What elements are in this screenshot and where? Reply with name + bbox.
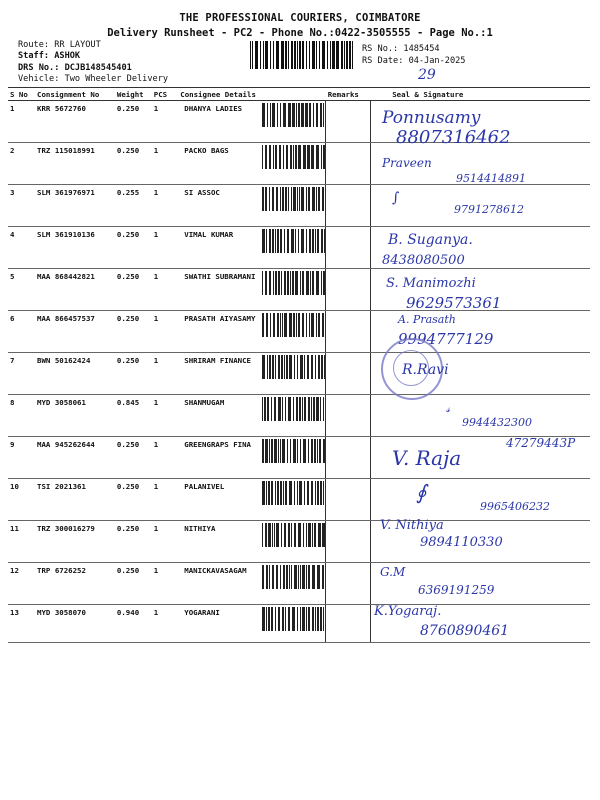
row-consignment: MAA 868442821 [35, 269, 115, 311]
row-remarks [326, 185, 370, 227]
row-weight: 0.250 [115, 353, 152, 395]
route-label: Route: RR LAYOUT [18, 40, 101, 50]
row-remarks [326, 269, 370, 311]
row-sno: 6 [8, 311, 35, 353]
signature-2-name: Praveen [382, 156, 432, 170]
consignment-barcode [262, 313, 326, 337]
row-weight: 0.250 [115, 437, 152, 479]
row-details [178, 605, 325, 643]
row-sno: 12 [8, 563, 35, 605]
consignment-barcode [262, 565, 326, 589]
signature-5-name: S. Manimozhi [386, 276, 476, 291]
row-weight: 0.250 [115, 311, 152, 353]
consignment-barcode [262, 397, 326, 421]
row-sno: 5 [8, 269, 35, 311]
row-weight: 0.940 [115, 605, 152, 643]
signature-10-mark: ∮ [416, 480, 427, 504]
row-details [178, 269, 325, 311]
row-pcs: 1 [152, 437, 178, 479]
row-sno: 7 [8, 353, 35, 395]
consignment-barcode [262, 187, 326, 211]
row-pcs: 1 [152, 227, 178, 269]
row-weight: 0.250 [115, 227, 152, 269]
table-row [8, 563, 590, 605]
table-row [8, 269, 590, 311]
table-row [8, 227, 590, 269]
row-weight: 0.250 [115, 521, 152, 563]
consignee-name: NITHIYA [184, 524, 216, 533]
row-pcs: 1 [152, 563, 178, 605]
row-details [178, 185, 325, 227]
row-pcs: 1 [152, 101, 178, 143]
header-pcs: PCS [152, 88, 178, 101]
row-pcs: 1 [152, 311, 178, 353]
signature-4-name: B. Suganya. [388, 232, 473, 248]
signature-10-phone: 9965406232 [480, 500, 550, 513]
row-consignment: BWN 50162424 [35, 353, 115, 395]
row-details [178, 353, 325, 395]
row-pcs: 1 [152, 185, 178, 227]
consignee-name: SHANMUGAM [184, 398, 225, 407]
runsheet-subtitle: Delivery Runsheet - PC2 - Phone No.:0422-3505555 - Page No.:1 [107, 27, 493, 39]
table-row [8, 353, 590, 395]
row-pcs: 1 [152, 521, 178, 563]
row-details [178, 143, 325, 185]
consignment-barcode [262, 523, 326, 547]
header-details: Consignee Details [178, 88, 325, 101]
company-title: THE PROFESSIONAL COURIERS, COIMBATORE [179, 12, 421, 24]
consignment-barcode [262, 103, 326, 127]
header-consignment: Consignment No [35, 88, 115, 101]
row-details [178, 395, 325, 437]
row-pcs: 1 [152, 353, 178, 395]
runsheet-table [8, 87, 590, 643]
vehicle-label: Vehicle: Two Wheeler Delivery [18, 74, 169, 84]
consignee-name: PRASATH AIYASAMY [184, 314, 256, 323]
row-remarks [326, 437, 370, 479]
signature-9-phone: 47279443P [506, 436, 576, 450]
table-row [8, 311, 590, 353]
row-consignment: MYD 3058061 [35, 395, 115, 437]
handwritten-count: 29 [418, 67, 436, 83]
consignment-barcode [262, 607, 326, 631]
signature-12-name: G.M [380, 565, 406, 579]
table-header-row [8, 88, 590, 101]
signature-2-phone: 9514414891 [456, 172, 526, 185]
rs-date: RS Date: 04-Jan-2025 [362, 56, 466, 66]
header-weight: Weight [115, 88, 152, 101]
consignment-barcode [262, 271, 326, 295]
consignee-name: SHRIRAM FINANCE [184, 356, 251, 365]
drs-barcode [250, 41, 355, 69]
row-remarks [326, 353, 370, 395]
drs-number: DRS No.: DCJB148545401 [18, 63, 132, 73]
row-weight: 0.250 [115, 143, 152, 185]
signature-13-phone: 8760890461 [420, 623, 510, 639]
signature-13-name: K.Yogaraj. [374, 604, 442, 619]
row-details [178, 227, 325, 269]
row-remarks [326, 311, 370, 353]
row-sno: 13 [8, 605, 35, 643]
row-consignment: MYD 3058070 [35, 605, 115, 643]
signature-8-phone: 9944432300 [462, 416, 532, 429]
row-consignment: MAA 866457537 [35, 311, 115, 353]
row-weight: 0.250 [115, 563, 152, 605]
row-consignment: MAA 945262644 [35, 437, 115, 479]
consignment-barcode [262, 439, 326, 463]
row-consignment: SLM 361910136 [35, 227, 115, 269]
consignee-name: VIMAL KUMAR [184, 230, 234, 239]
row-sno: 2 [8, 143, 35, 185]
consignee-name: SI ASSOC [184, 188, 220, 197]
row-pcs: 1 [152, 395, 178, 437]
row-weight: 0.250 [115, 101, 152, 143]
row-consignment: SLM 361976971 [35, 185, 115, 227]
row-details [178, 479, 325, 521]
header-remarks: Remarks [326, 88, 370, 101]
row-consignment: TRP 6726252 [35, 563, 115, 605]
row-consignment: KRR 5672760 [35, 101, 115, 143]
row-weight: 0.845 [115, 395, 152, 437]
row-sno: 10 [8, 479, 35, 521]
row-sno: 1 [8, 101, 35, 143]
row-sno: 11 [8, 521, 35, 563]
row-sno: 4 [8, 227, 35, 269]
signature-11-name: V. Nithiya [380, 518, 444, 533]
row-consignment: TRZ 300016279 [35, 521, 115, 563]
row-sno: 3 [8, 185, 35, 227]
row-sno: 9 [8, 437, 35, 479]
row-weight: 0.250 [115, 269, 152, 311]
row-sno: 8 [8, 395, 35, 437]
row-weight: 0.255 [115, 185, 152, 227]
row-remarks [326, 479, 370, 521]
signature-3-phone: 9791278612 [454, 203, 524, 216]
row-pcs: 1 [152, 479, 178, 521]
row-remarks [326, 101, 370, 143]
consignee-name: PALANIVEL [184, 482, 225, 491]
consignment-barcode [262, 229, 326, 253]
row-remarks [326, 143, 370, 185]
signature-6-name: A. Prasath [398, 313, 456, 326]
row-details [178, 521, 325, 563]
consignee-name: GREENGRAPS FINA [184, 440, 251, 449]
row-consignment: TRZ 115018991 [35, 143, 115, 185]
row-consignment: TSI 2021361 [35, 479, 115, 521]
signature-5-phone: 9629573361 [406, 294, 502, 312]
row-remarks [326, 227, 370, 269]
row-pcs: 1 [152, 605, 178, 643]
row-remarks [326, 563, 370, 605]
signature-4-phone: 8438080500 [382, 253, 465, 268]
header-sno: S No [8, 88, 35, 101]
rs-number: RS No.: 1485454 [362, 44, 440, 54]
staff-label: Staff: ASHOK [18, 51, 81, 61]
consignment-barcode [262, 355, 326, 379]
table-row [8, 437, 590, 479]
signature-1-name: Ponnusamy [382, 108, 481, 128]
signature-6-phone: 9994777129 [398, 330, 494, 348]
consignment-barcode [262, 145, 326, 169]
signature-12-phone: 6369191259 [418, 583, 495, 597]
header-signature: Seal & Signature [370, 88, 590, 101]
signature-1-phone: 8807316462 [396, 127, 511, 148]
row-remarks [326, 521, 370, 563]
signature-8-mark: 𝓈 [446, 402, 451, 415]
consignee-name: DHANYA LADIES [184, 104, 243, 113]
signature-7-name: R.Ravi [402, 362, 449, 378]
signature-9-name: V. Raja [392, 446, 462, 470]
consignee-name: YOGARANI [184, 608, 220, 617]
row-details [178, 101, 325, 143]
row-details [178, 563, 325, 605]
consignee-name: MANICKAVASAGAM [184, 566, 247, 575]
consignee-name: SWATHI SUBRAMANI [184, 272, 256, 281]
row-remarks [326, 605, 370, 643]
row-pcs: 1 [152, 143, 178, 185]
row-pcs: 1 [152, 269, 178, 311]
row-details [178, 437, 325, 479]
row-remarks [326, 395, 370, 437]
signature-11-phone: 9894110330 [420, 535, 503, 550]
consignee-name: PACKO BAGS [184, 146, 229, 155]
row-details [178, 311, 325, 353]
consignment-barcode [262, 481, 326, 505]
row-weight: 0.250 [115, 479, 152, 521]
signature-3-mark: ∫ [392, 190, 400, 206]
